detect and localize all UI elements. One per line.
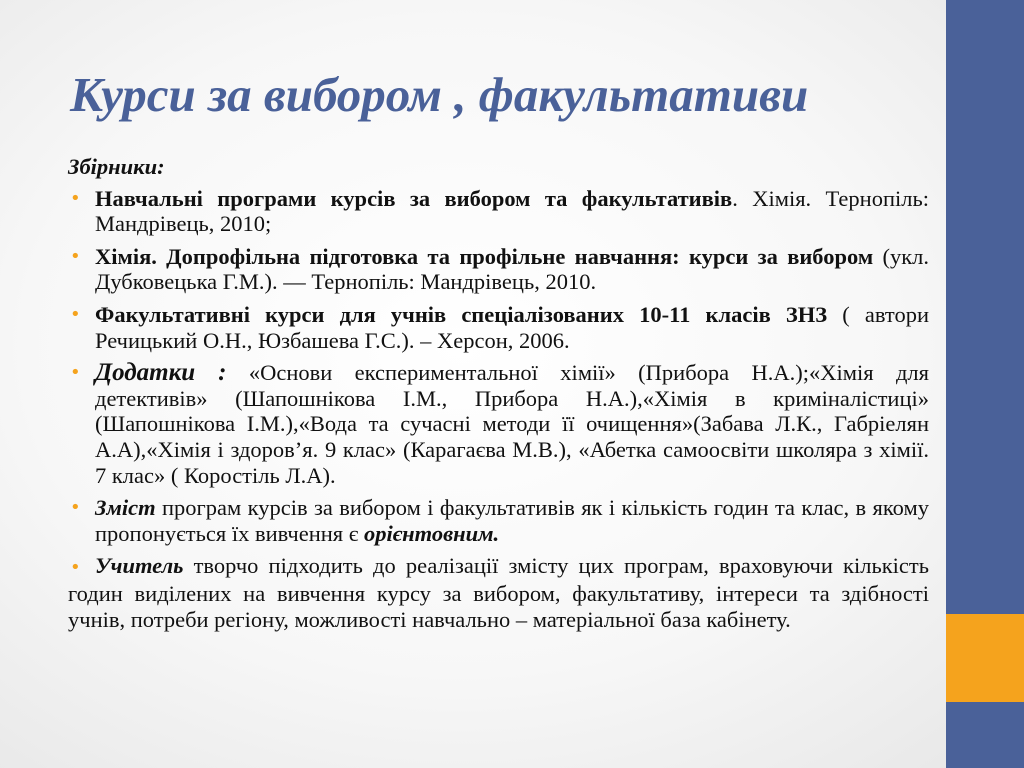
item-lead-text: Зміст (95, 495, 156, 521)
bullet-icon: • (70, 557, 81, 579)
item-text: творчо підходить до реалізації змісту цих програм, враховуючи кількість годин виділених на вивчення курсу за вибором, факультативу, інтереси та здібності учнів, потреби регіону, можливості навчально – матеріальної база кабінету. (68, 553, 929, 632)
item-text: . Хімія. Тернопіль: Мандрівець, 2010; (95, 185, 929, 237)
list-item-4 (68, 360, 929, 488)
bullet-icon: • (70, 362, 81, 384)
item-lead-text: Учитель (95, 553, 184, 579)
list-item-5 (68, 495, 929, 546)
bullet-icon: • (70, 497, 81, 519)
item-text: ( автори Речицький О.Н., Юзбашева Г.С.). – Херсон, 2006. (95, 301, 929, 353)
list-item-2 (68, 244, 929, 295)
item-bold-text: Хімія. Допрофільна підготовка та профільне навчання: курси за вибором (95, 243, 874, 269)
slide-content (68, 154, 929, 639)
item-text: (укл. Дубковецька Г.М.). — Тернопіль: Мандрівець, 2010. (95, 243, 930, 295)
slide-title: Курси за вибором , факультативи (70, 67, 809, 122)
item-text: «Основи експериментальної хімії» (Прибора Н.А.);«Хімія для детективів» (Шапошнікова І.М., Прибора Н.А.),«Хімія в криміналістиці» (Шапошнікова І.М.),«Вода та сучасні методи її очищення»(Забава Л.К., Габріелян А.А),«Хімія і здоров’я. 9 клас» (Карагаєва М.В.), «Абетка самоосвіти школяра з хімії. 7 клас» ( Коростіль Л.А). (95, 360, 929, 488)
bullet-icon: • (70, 187, 81, 209)
bullet-icon: • (70, 245, 81, 267)
list-item-3 (68, 302, 929, 353)
subheading: Збірники: (68, 154, 165, 179)
list-item-6 (68, 553, 929, 632)
item-emphasis-text: орієнтовним. (364, 520, 500, 546)
side-accent-bar (946, 614, 1024, 702)
item-bold-text: Факультативні курси для учнів спеціалізованих 10-11 класів ЗНЗ (95, 301, 828, 327)
item-bold-text: Навчальні програми курсів за вибором та факультативів (95, 185, 733, 211)
list-item-1 (68, 186, 929, 237)
bullet-icon: • (70, 303, 81, 325)
item-text: програм курсів за вибором і факультативів як і кількість годин та клас, в якому пропонується їх вивчення є (95, 495, 929, 546)
item-lead-text: Додатки : (95, 359, 227, 387)
